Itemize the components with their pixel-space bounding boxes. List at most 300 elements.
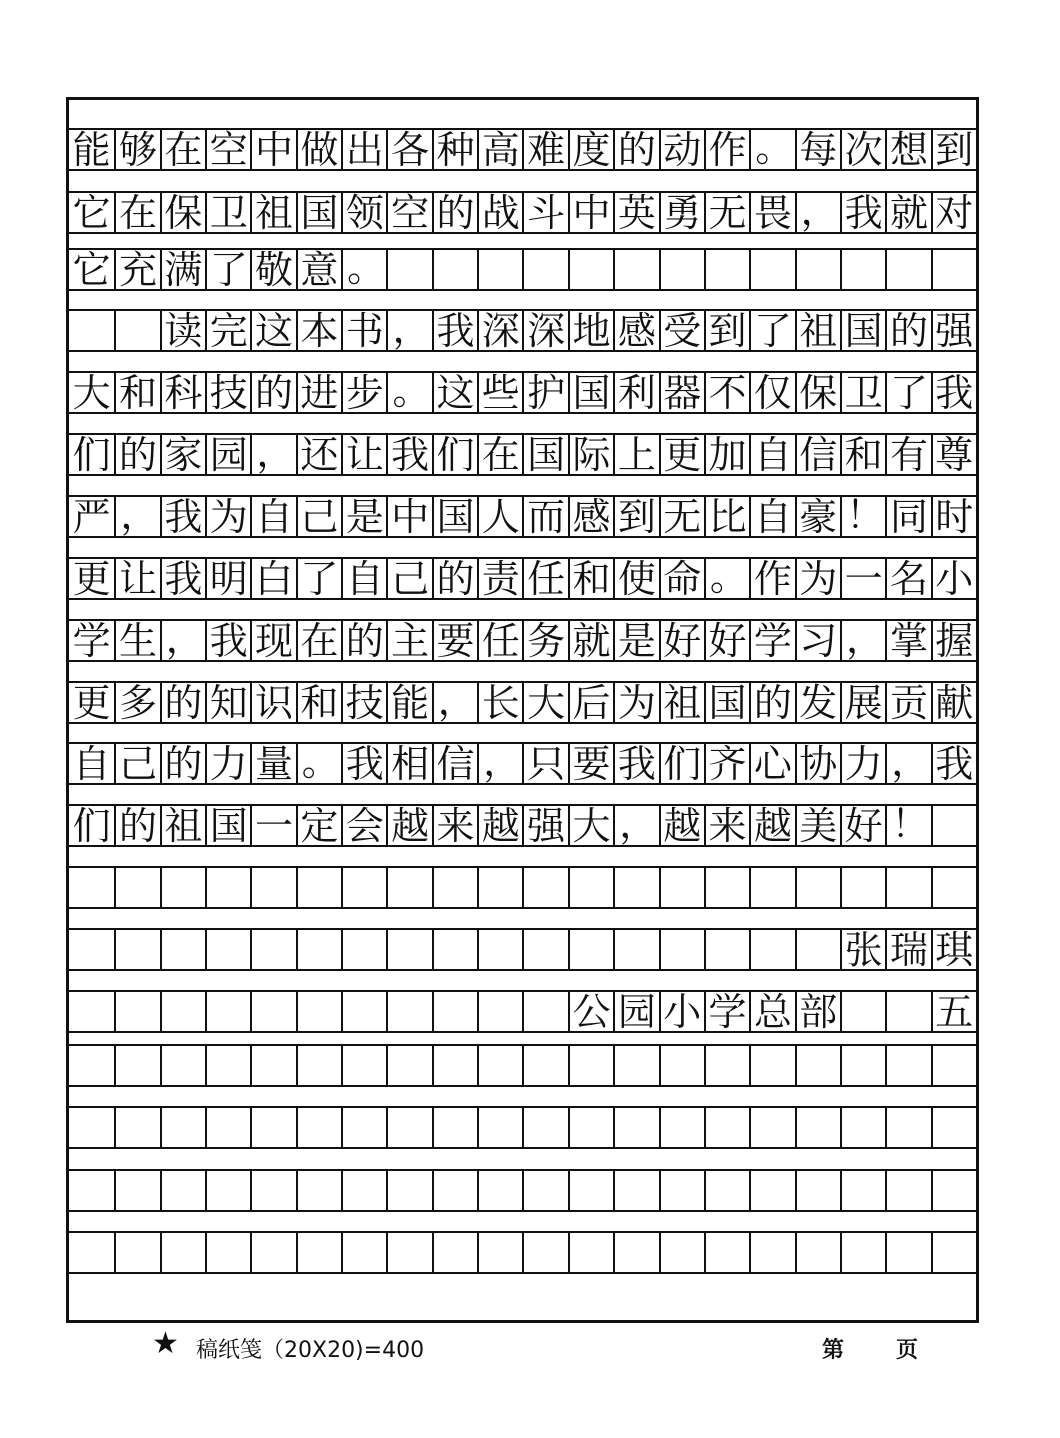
grid-cell: [114, 311, 159, 350]
grid-cell: ，: [114, 497, 159, 536]
grid-cell: 人: [477, 497, 522, 536]
grid-cell: [795, 1233, 840, 1272]
grid-cell: 务: [522, 621, 567, 660]
grid-cell: 仅: [749, 373, 794, 412]
grid-cell: 感: [568, 497, 613, 536]
grid-cell: 勇: [659, 193, 704, 232]
grid-cell: [840, 992, 885, 1031]
grid-cell: [931, 250, 976, 289]
grid-cell: 要: [432, 621, 477, 660]
grid-cell: 些: [477, 373, 522, 412]
grid-cell: 自: [341, 559, 386, 598]
grid-cell: 园: [205, 435, 250, 474]
grid-cell: 己: [296, 497, 341, 536]
grid-cell: [659, 930, 704, 969]
grid-cell: 地: [568, 311, 613, 350]
grid-cell: [69, 1233, 114, 1272]
grid-cell: [568, 250, 613, 289]
grid-cell: 为: [795, 559, 840, 598]
grid-cell: 生: [114, 621, 159, 660]
grid-cell: [522, 250, 567, 289]
grid-cell: 技: [205, 373, 250, 412]
grid-cell: 来: [704, 806, 749, 845]
grid-cell: 国: [296, 193, 341, 232]
grid-cell: [659, 250, 704, 289]
grid-cell: 读: [160, 311, 205, 350]
grid-cell: 有: [885, 435, 930, 474]
grid-cell: 好: [704, 621, 749, 660]
grid-cell: 一: [250, 806, 295, 845]
grid-cell: 任: [477, 621, 522, 660]
grid-row: [69, 248, 976, 291]
grid-cell: 国: [840, 311, 885, 350]
grid-cell: 种: [432, 130, 477, 169]
grid-cell: [885, 992, 930, 1031]
grid-cell: [568, 1108, 613, 1147]
grid-cell: [840, 250, 885, 289]
grid-cell: [749, 1108, 794, 1147]
grid-cell: [522, 1233, 567, 1272]
grid-row: [69, 1169, 976, 1212]
grid-cell: [341, 1171, 386, 1210]
grid-cell: 祖: [795, 311, 840, 350]
grid-cell: 作: [704, 130, 749, 169]
grid-cell: 来: [432, 806, 477, 845]
grid-cell: [69, 992, 114, 1031]
grid-cell: 力: [840, 744, 885, 783]
grid-row: [69, 619, 976, 662]
grid-cell: 中: [250, 130, 295, 169]
grid-cell: [659, 1046, 704, 1085]
manuscript-sheet: [66, 97, 979, 1323]
grid-cell: 一: [840, 559, 885, 598]
grid-cell: [386, 992, 431, 1031]
grid-cell: 力: [205, 744, 250, 783]
grid-cell: 利: [613, 373, 658, 412]
grid-cell: 次: [840, 130, 885, 169]
grid-cell: 小: [931, 559, 976, 598]
grid-cell: [795, 1108, 840, 1147]
grid-cell: 信: [795, 435, 840, 474]
grid-row: [69, 1231, 976, 1274]
grid-cell: 的: [114, 435, 159, 474]
grid-cell: [250, 1108, 295, 1147]
grid-cell: 中: [568, 193, 613, 232]
grid-cell: 我: [931, 744, 976, 783]
grid-cell: [114, 1046, 159, 1085]
grid-cell: [568, 1046, 613, 1085]
grid-cell: [250, 1233, 295, 1272]
grid-cell: 命: [659, 559, 704, 598]
grid-cell: 够: [114, 130, 159, 169]
grid-cell: 了: [885, 373, 930, 412]
grid-cell: 我: [840, 193, 885, 232]
grid-cell: 是: [613, 621, 658, 660]
grid-cell: [432, 1233, 477, 1272]
grid-cell: 畏: [749, 193, 794, 232]
grid-cell: 会: [341, 806, 386, 845]
grid-cell: 就: [885, 193, 930, 232]
grid-cell: 五: [931, 992, 976, 1031]
grid-cell: 各: [386, 130, 431, 169]
grid-cell: [296, 1171, 341, 1210]
grid-cell: 部: [795, 992, 840, 1031]
grid-cell: [522, 1046, 567, 1085]
grid-cell: [160, 930, 205, 969]
grid-cell: 知: [205, 683, 250, 722]
grid-cell: [296, 992, 341, 1031]
grid-cell: [114, 992, 159, 1031]
grid-cell: 园: [613, 992, 658, 1031]
grid-cell: ，: [432, 683, 477, 722]
grid-cell: 满: [160, 250, 205, 289]
grid-cell: 无: [704, 193, 749, 232]
grid-cell: 们: [72, 806, 111, 845]
grid-cell: [477, 1171, 522, 1210]
grid-cell: 想: [885, 130, 930, 169]
grid-cell: [386, 1171, 431, 1210]
grid-cell: [477, 1233, 522, 1272]
grid-cell: 。: [704, 559, 749, 598]
grid-cell: 学: [704, 992, 749, 1031]
grid-cell: 白: [250, 559, 295, 598]
grid-cell: 我: [613, 744, 658, 783]
grid-row: [69, 433, 976, 476]
grid-cell: 主: [386, 621, 431, 660]
grid-cell: [250, 868, 295, 907]
grid-cell: 尊: [931, 435, 976, 474]
grid-cell: 步: [341, 373, 386, 412]
grid-cell: 保: [795, 373, 840, 412]
grid-cell: 能: [386, 683, 431, 722]
grid-cell: 国: [432, 497, 477, 536]
grid-cell: 后: [568, 683, 613, 722]
grid-cell: [795, 1171, 840, 1210]
grid-cell: [205, 868, 250, 907]
grid-cell: 进: [296, 373, 341, 412]
grid-cell: [114, 1171, 159, 1210]
grid-cell: 这: [432, 373, 477, 412]
grid-cell: 到: [613, 497, 658, 536]
grid-cell: 不: [704, 373, 749, 412]
grid-cell: 琪: [931, 930, 976, 969]
grid-cell: [296, 1046, 341, 1085]
grid-cell: 受: [659, 311, 704, 350]
grid-cell: [250, 992, 295, 1031]
grid-cell: 是: [341, 497, 386, 536]
grid-cell: 协: [795, 744, 840, 783]
grid-cell: ！: [885, 806, 930, 845]
grid-cell: 领: [341, 193, 386, 232]
grid-cell: [160, 1171, 205, 1210]
grid-cell: [931, 868, 976, 907]
grid-cell: 更: [659, 435, 704, 474]
grid-cell: 高: [477, 130, 522, 169]
grid-cell: 际: [568, 435, 613, 474]
grid-cell: 器: [659, 373, 704, 412]
grid-cell: [749, 868, 794, 907]
grid-cell: 上: [613, 435, 658, 474]
grid-cell: [341, 1108, 386, 1147]
grid-cell: [704, 1108, 749, 1147]
grid-cell: [341, 930, 386, 969]
grid-cell: 做: [296, 130, 341, 169]
grid-cell: 们: [432, 435, 477, 474]
grid-cell: 任: [522, 559, 567, 598]
grid-cell: 出: [341, 130, 386, 169]
grid-cell: [69, 868, 114, 907]
grid-cell: [296, 1108, 341, 1147]
grid-cell: 学: [72, 621, 111, 660]
grid-cell: 而: [522, 497, 567, 536]
grid-cell: 的: [885, 311, 930, 350]
grid-cell: 量: [250, 744, 295, 783]
grid-cell: 更: [72, 683, 111, 722]
grid-cell: [885, 1046, 930, 1085]
grid-cell: [250, 1046, 295, 1085]
grid-cell: [432, 1171, 477, 1210]
grid-cell: [704, 1233, 749, 1272]
grid-cell: 空: [386, 193, 431, 232]
grid-cell: 敬: [250, 250, 295, 289]
paper-format-label: 稿纸笺（20X20)=400: [196, 1338, 425, 1363]
grid-row: [69, 990, 976, 1033]
grid-cell: 完: [205, 311, 250, 350]
grid-cell: [840, 1108, 885, 1147]
grid-row: [69, 191, 976, 234]
grid-cell: [160, 868, 205, 907]
grid-cell: 越: [659, 806, 704, 845]
grid-cell: [795, 930, 840, 969]
grid-cell: 强: [522, 806, 567, 845]
grid-cell: [296, 930, 341, 969]
grid-cell: 感: [613, 311, 658, 350]
grid-cell: [205, 1171, 250, 1210]
grid-cell: 国: [205, 806, 250, 845]
grid-row: [69, 371, 976, 414]
grid-cell: 美: [795, 806, 840, 845]
grid-cell: ，: [386, 311, 431, 350]
grid-cell: [659, 868, 704, 907]
grid-cell: 豪: [795, 497, 840, 536]
grid-cell: 充: [114, 250, 159, 289]
grid-cell: 定: [296, 806, 341, 845]
grid-cell: 在: [114, 193, 159, 232]
grid-cell: 自: [72, 744, 111, 783]
grid-cell: [432, 992, 477, 1031]
grid-row: [69, 1044, 976, 1087]
grid-cell: 的: [341, 621, 386, 660]
grid-cell: 战: [477, 193, 522, 232]
grid-cell: 它: [72, 193, 111, 232]
grid-cell: 这: [250, 311, 295, 350]
grid-cell: [341, 992, 386, 1031]
grid-cell: 国: [568, 373, 613, 412]
grid-cell: [931, 1108, 976, 1147]
grid-cell: 家: [160, 435, 205, 474]
grid-cell: 越: [749, 806, 794, 845]
grid-cell: 书: [341, 311, 386, 350]
grid-cell: 英: [613, 193, 658, 232]
grid-cell: 我: [432, 311, 477, 350]
grid-cell: [386, 930, 431, 969]
grid-cell: [386, 250, 431, 289]
grid-cell: [477, 1046, 522, 1085]
grid-cell: 的: [749, 683, 794, 722]
grid-cell: 大: [522, 683, 567, 722]
grid-cell: [704, 868, 749, 907]
grid-cell: 瑞: [885, 930, 930, 969]
grid-cell: [931, 1233, 976, 1272]
grid-cell: [250, 1171, 295, 1210]
grid-cell: 只: [522, 744, 567, 783]
grid-cell: [613, 1046, 658, 1085]
grid-cell: 和: [840, 435, 885, 474]
grid-cell: 大: [72, 373, 111, 412]
grid-cell: 使: [613, 559, 658, 598]
grid-cell: [568, 868, 613, 907]
grid-cell: [659, 1171, 704, 1210]
grid-cell: 在: [296, 621, 341, 660]
grid-cell: 了: [749, 311, 794, 350]
grid-cell: 在: [477, 435, 522, 474]
grid-cell: [160, 1108, 205, 1147]
grid-cell: 深: [522, 311, 567, 350]
grid-cell: 加: [704, 435, 749, 474]
grid-cell: 的: [432, 559, 477, 598]
grid-cell: [885, 250, 930, 289]
grid-cell: [477, 992, 522, 1031]
grid-cell: [205, 1046, 250, 1085]
grid-cell: 技: [341, 683, 386, 722]
grid-cell: [69, 311, 114, 350]
grid-cell: [840, 1171, 885, 1210]
grid-cell: 长: [477, 683, 522, 722]
grid-cell: [432, 1046, 477, 1085]
grid-cell: 。: [749, 130, 794, 169]
grid-cell: 大: [568, 806, 613, 845]
grid-cell: 自: [749, 435, 794, 474]
grid-cell: 卫: [840, 373, 885, 412]
grid-row: [69, 681, 976, 724]
grid-cell: 握: [931, 621, 976, 660]
grid-cell: 我: [341, 744, 386, 783]
grid-cell: 了: [205, 250, 250, 289]
grid-cell: 学: [749, 621, 794, 660]
grid-cell: [931, 806, 976, 845]
grid-cell: [795, 868, 840, 907]
grid-cell: 国: [522, 435, 567, 474]
grid-cell: 名: [885, 559, 930, 598]
grid-cell: [432, 868, 477, 907]
grid-cell: 到: [704, 311, 749, 350]
grid-cell: 贡: [885, 683, 930, 722]
page-number-suffix: 页: [896, 1338, 919, 1363]
grid-cell: 我: [931, 373, 976, 412]
grid-cell: 在: [160, 130, 205, 169]
grid-cell: 献: [931, 683, 976, 722]
grid-cell: [386, 868, 431, 907]
grid-cell: [704, 930, 749, 969]
grid-cell: 还: [296, 435, 341, 474]
grid-cell: [659, 1233, 704, 1272]
grid-cell: 祖: [659, 683, 704, 722]
grid-cell: [341, 1046, 386, 1085]
grid-cell: [613, 1108, 658, 1147]
grid-cell: 越: [477, 806, 522, 845]
grid-row: [69, 1106, 976, 1149]
grid-cell: 识: [250, 683, 295, 722]
grid-cell: 越: [386, 806, 431, 845]
grid-cell: [477, 930, 522, 969]
grid-cell: 每: [795, 130, 840, 169]
grid-cell: [205, 1233, 250, 1272]
grid-cell: ，: [613, 806, 658, 845]
grid-cell: [522, 1171, 567, 1210]
grid-cell: [160, 1233, 205, 1272]
star-icon: ★: [152, 1326, 179, 1361]
grid-cell: [432, 250, 477, 289]
footer: [0, 1325, 1060, 1365]
grid-cell: [160, 992, 205, 1031]
grid-cell: 相: [386, 744, 431, 783]
grid-cell: 本: [296, 311, 341, 350]
grid-cell: 对: [931, 193, 976, 232]
grid-cell: 的: [114, 806, 159, 845]
grid-cell: 信: [432, 744, 477, 783]
grid-cell: [69, 1046, 114, 1085]
grid-cell: 责: [477, 559, 522, 598]
grid-cell: 展: [840, 683, 885, 722]
grid-cell: ，: [795, 193, 840, 232]
grid-cell: [749, 1171, 794, 1210]
grid-cell: 我: [205, 621, 250, 660]
grid-cell: [160, 1046, 205, 1085]
grid-cell: 发: [795, 683, 840, 722]
grid-cell: ，: [250, 435, 295, 474]
grid-cell: [613, 1171, 658, 1210]
grid-cell: 掌: [885, 621, 930, 660]
grid-cell: 就: [568, 621, 613, 660]
grid-cell: [749, 1046, 794, 1085]
grid-cell: [749, 1233, 794, 1272]
grid-cell: 难: [522, 130, 567, 169]
grid-cell: 的: [250, 373, 295, 412]
grid-cell: [432, 1108, 477, 1147]
grid-cell: ，: [160, 621, 205, 660]
page-number-prefix: 第: [822, 1338, 845, 1363]
grid-cell: 中: [386, 497, 431, 536]
grid-cell: 祖: [250, 193, 295, 232]
grid-row: [69, 866, 976, 909]
grid-cell: [840, 1046, 885, 1085]
grid-cell: 要: [568, 744, 613, 783]
grid-cell: [885, 1108, 930, 1147]
grid-cell: [704, 1171, 749, 1210]
grid-cell: 张: [840, 930, 885, 969]
grid-cell: [613, 868, 658, 907]
grid-row: [69, 804, 976, 847]
grid-cell: [205, 992, 250, 1031]
grid-row: [69, 309, 976, 352]
grid-cell: [296, 1233, 341, 1272]
grid-cell: 卫: [205, 193, 250, 232]
grid-row: [69, 928, 976, 971]
grid-cell: 国: [704, 683, 749, 722]
grid-cell: 度: [568, 130, 613, 169]
grid-cell: 了: [296, 559, 341, 598]
grid-cell: 保: [160, 193, 205, 232]
